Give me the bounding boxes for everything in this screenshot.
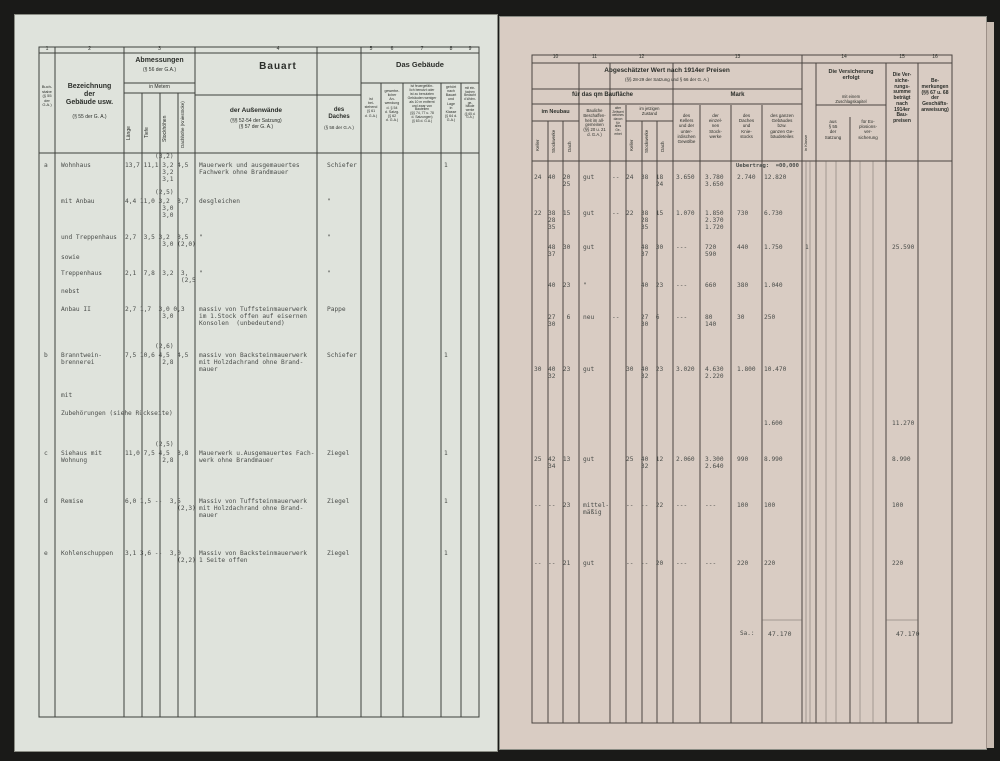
cell-i: 1.750 [764, 244, 783, 251]
cell-name: Anbau II [61, 306, 91, 313]
cell-h: 1.800 [737, 366, 756, 373]
cell-j: 1 [805, 244, 809, 251]
cell-e: -- -- 20 [626, 560, 664, 567]
cell-g: 80 140 [705, 314, 717, 328]
cell-name: Remise [61, 498, 84, 505]
cell-wall: massiv von Backsteinmauerwerk mit Holzdachrand ohne Brand- mauer [199, 352, 308, 373]
header-dach-jetzt: Dach [660, 141, 665, 153]
cell-wall: Massiv von Backsteinmauerwerk 1 Seite offen [199, 550, 308, 564]
header-bemerkungen: Be- merkungen (§§ 67 u. 68 der Geschäfts- anweisung) [921, 78, 949, 113]
cell-c: gut [583, 174, 595, 181]
sum-value: 47.170 [768, 630, 792, 638]
cell-name: mit Anbau [61, 198, 95, 205]
col-number: 2 [88, 46, 91, 52]
cell-h: 730 [737, 210, 749, 217]
cell-k: 8.990 [892, 456, 911, 463]
cell-wall: Mauerwerk u.Ausgemauertes Fach- werk ohne Brandmauer [199, 450, 315, 464]
cell-letter: a [44, 162, 48, 169]
cell-roof: " [327, 234, 331, 241]
cell-g: 720 590 [705, 244, 717, 258]
cell-i: 220 [764, 560, 776, 567]
sum-label: Sa.: [740, 630, 755, 637]
cell-dims: 2,7 3,5 3,2 3,5 3,0 (2,0) [125, 234, 196, 248]
cell-dims_top: (2,6) [155, 343, 174, 350]
cell-b: 38 15 28 35 [548, 210, 571, 231]
cell-g: --- [705, 560, 717, 567]
cell-e: 30 40 23 32 [626, 366, 664, 380]
cell-i: 6.730 [764, 210, 783, 217]
header-stockwerke-vertical: Stockwerke [551, 129, 556, 153]
col-number: 6 [390, 46, 394, 52]
header-col10: mit ein- fachen Bedacht d.Wohn- ge- bäude werke (§ 65 d. G.A.) [464, 86, 476, 120]
header-daches-sub: (§ 58 der G.A.) [324, 125, 354, 130]
cell-dims: 13,7 11,1 3,2 4,5 3,2 3,1 [125, 162, 189, 183]
col-number: 4 [276, 46, 280, 52]
cell-wall: desgleichen [199, 198, 240, 205]
cell-d: -- [612, 314, 620, 321]
header-stockwerke-jetzt: Stockwerke [644, 129, 649, 153]
right-register-page [499, 16, 987, 750]
cell-roof: " [327, 270, 331, 277]
cell-name: mit [61, 392, 73, 399]
cell-h: 440 [737, 244, 749, 251]
header-bauart: Bauart [259, 61, 297, 72]
cell-roof: " [327, 198, 331, 205]
cell-wall: massiv von Tuffsteinmauerwerk im 1.Stock offen auf eisernen Konsolen (unbedeutend) [199, 306, 308, 327]
cell-g: 4.630 2.220 [705, 366, 724, 380]
cell-f: 3.020 [676, 366, 695, 373]
cell-roof: Ziegel [327, 450, 350, 457]
cell-d: -- [612, 210, 620, 217]
col-number: 9 [468, 46, 472, 52]
cell-g: 660 [705, 282, 717, 289]
cell-klasse: 1 [444, 550, 448, 557]
cell-f: --- [676, 282, 688, 289]
cell-wall: Massiv von Tuffsteinmauerwerk mit Holzdachrand ohne Brand- mauer [199, 498, 308, 519]
cell-name: Treppenhaus [61, 270, 102, 277]
cell-name: Siehaus mit Wohnung [61, 450, 102, 464]
cell-e: 22 38 15 28 35 [626, 210, 664, 231]
cell-f: 1.070 [676, 210, 695, 217]
cell-dims: 3,1 3,6 -- 3,0 (2,2) [125, 550, 196, 564]
cell-f: --- [676, 560, 688, 567]
header-col9: gehört nach Bauart und Lage in Klasse (§ 64 d. G.A.) [444, 85, 458, 122]
cell-a: -- [534, 502, 542, 509]
cell-b: 42 13 34 [548, 456, 571, 470]
header-stockwerke: der einzel- nen Stock- werke [708, 113, 723, 139]
cell-klasse: 1 [444, 162, 448, 169]
header-klasse: in Klasse [803, 134, 808, 152]
cell-e: -- -- 22 [626, 502, 664, 509]
header-abmessungen-sub: (§ 56 der G.A.) [142, 67, 177, 73]
cell-klasse: 1 [444, 498, 448, 505]
cell-c: gut [583, 560, 595, 567]
cell-a: -- [534, 560, 542, 567]
cell-k: 11.270 [892, 420, 915, 427]
col-number: 1 [45, 46, 49, 52]
cell-roof: Schiefer [327, 352, 357, 359]
header-dach-knie: des Daches und Knie- stocks [738, 113, 755, 139]
cell-e: 27 6 30 [640, 314, 660, 328]
col-number: 11 [591, 54, 598, 60]
uebertrag-stamp: Uebertrag: =00,000 [736, 163, 799, 169]
cell-e: 25 40 12 32 [626, 456, 664, 470]
cell-roof: Ziegel [327, 498, 350, 505]
cell-h: 990 [737, 456, 749, 463]
header-dach: Dach [567, 141, 572, 153]
cell-h: 380 [737, 282, 749, 289]
cell-name: Zubehörungen (siehe Rückseite) [61, 410, 173, 417]
cell-d: -- [612, 174, 620, 181]
cell-b: 40 23 32 [548, 366, 571, 380]
header-tiefe: Tiefe [144, 127, 150, 139]
header-aussenwaende-sub: (§§ 52-54 der Satzung) (§ 57 der G. A.) [230, 118, 282, 130]
cell-a: 30 [534, 366, 542, 373]
cell-c: neu [583, 314, 595, 321]
cell-c: " [583, 282, 587, 289]
cell-g: --- [705, 502, 717, 509]
header-keller-jetzt: Keller [629, 139, 634, 151]
header-keller: Keller [535, 139, 540, 151]
cell-name: sowie [61, 254, 80, 261]
cell-f: 3.650 [676, 174, 695, 181]
cell-klasse: 1 [444, 450, 448, 457]
cell-dims: 2,7 1,7 3,0 0,3 3,0 [125, 306, 185, 320]
cell-e: 24 38 18 24 [626, 174, 664, 188]
header-aus-55: aus § 55 der Satzung [824, 119, 842, 140]
header-versicherung: Die Versicherung erfolgt [828, 69, 874, 82]
cell-roof: Schiefer [327, 162, 357, 169]
cell-a: 24 [534, 174, 542, 181]
col-number: 7 [420, 46, 424, 52]
header-col8: ist feuergefähr- lich benutzt oder ist zu benutzten Gebäuden weniger als 10 m entfernt und zwar von Bauteilen (§§ 74, 77 u. 78 d. Satzungen) (§ 63 d. G.A.) [407, 84, 437, 124]
cell-dims: 11,0 7,5 4,5 3,8 2,8 [125, 450, 189, 464]
cell-b: -- 23 [548, 502, 571, 509]
sum-right: 47.170 [896, 630, 920, 638]
cell-g: 3.780 3.650 [705, 174, 724, 188]
header-abgeschaetzt: Abgeschätzter Wert nach 1914er Preisen [604, 67, 730, 74]
cell-letter: e [44, 550, 48, 557]
cell-b: 27 6 30 [548, 314, 571, 328]
cell-dims: 7,5 10,6 4,5 4,5 2,8 [125, 352, 189, 366]
header-alter: alter Zeitwert welches davon für alles Ge- erbet [612, 106, 624, 136]
col-number: 3 [158, 46, 161, 52]
cell-e: 48 30 37 [640, 244, 664, 258]
cell-f: --- [676, 502, 688, 509]
cell-c: gut [583, 210, 595, 217]
cell-k: 100 [892, 502, 904, 509]
cell-klasse: 1 [444, 352, 448, 359]
cell-k: 220 [892, 560, 904, 567]
cell-c: gut [583, 366, 595, 373]
col-number: 15 [899, 54, 905, 60]
header-mark: Mark [730, 92, 745, 98]
cell-f: --- [676, 314, 688, 321]
header-bezeichnung: Bezeichnung der Gebäude usw. [65, 83, 114, 107]
cell-dims_top: (2,5) [155, 441, 174, 448]
header-bezeichnung-sub: (§ 55 der G. A.) [72, 114, 107, 120]
cell-e: 40 23 [626, 282, 664, 289]
cell-a: 25 [534, 456, 542, 463]
cell-b: 40 20 25 [548, 174, 571, 188]
cell-name: und Treppenhaus [61, 234, 117, 241]
cell-wall: " [199, 234, 203, 241]
left-register-page [14, 14, 498, 752]
header-col6: ist bei- stehend (§ 61 d. G.A.) [364, 97, 378, 118]
col-number: 8 [449, 46, 453, 52]
cell-dims: 6,0 1,5 -- 3,5 (2,3) [125, 498, 196, 512]
cell-dims_top: (3,2) [155, 153, 174, 160]
cell-i: 1.600 [764, 420, 783, 427]
cell-name: Branntwein- brennerei [61, 352, 102, 366]
header-fuer-qm: für das qm Baufläche [571, 92, 633, 98]
cell-i: 8.990 [764, 456, 783, 463]
cell-c: gut [583, 456, 595, 463]
cell-letter: c [44, 450, 48, 457]
header-explosion: für Ex- plosions- ver- sicherung [858, 119, 878, 140]
cell-h: 2.740 [737, 174, 756, 181]
cell-b: 40 23 [548, 282, 571, 289]
cell-dims_top: (2,5) [155, 189, 174, 196]
header-abgeschaetzt-sub: (§§ 28-29 der Satzung und § 66 der G. A.) [624, 77, 710, 82]
cell-name: Wohnhaus [61, 162, 91, 169]
header-stockhoehen: Stockhöhen [162, 115, 168, 143]
cell-wall: " [199, 270, 203, 277]
header-ganzen: des ganzen Gebäudes bzw. ganzen Ge- bäudeteiles [770, 113, 794, 139]
cell-b: -- 21 [548, 560, 571, 567]
cell-h: 30 [737, 314, 745, 321]
cell-f: --- [676, 244, 688, 251]
cell-name: nebst [61, 288, 80, 295]
cell-g: 3.300 2.640 [705, 456, 724, 470]
col-number: 5 [369, 46, 373, 52]
cell-c: mittel- mäßig [583, 502, 610, 516]
header-bauliche: Bauliche Beschaffen- heit im all- gemeinen (§§ 20 u. 21 d. G.A.) [583, 108, 606, 138]
header-col7: gewerbe- licher An- wendung d. § 54 d. Satzg. (§ 62 d. G.A.) [384, 89, 400, 122]
cell-i: 100 [764, 502, 776, 509]
header-versicherungssumme: Die Ver- siche- rungs- summe beträgt nach 1914er Bau- preisen [892, 72, 912, 124]
col-number: 12 [638, 54, 645, 60]
cell-h: 220 [737, 560, 749, 567]
col-number: 10 [552, 54, 559, 60]
header-im-jetzigen: im jetzigen Zustand [639, 106, 660, 116]
header-in-metern: in Metern [149, 84, 170, 90]
cell-letter: d [44, 498, 48, 505]
header-laenge: Länge [126, 126, 132, 140]
cell-g: 1.850 2.370 1.720 [705, 210, 724, 231]
header-aussenwaende: der Außenwände [229, 107, 283, 114]
header-das-gebaeude: Das Gebäude [396, 60, 444, 69]
cell-k: 25.590 [892, 244, 915, 251]
col-number: 13 [734, 54, 741, 60]
header-mit-einem: mit einem Zuschlagskapitel [835, 94, 867, 104]
header-dachhoehen: Dachhöhe (Kniestöcke) [180, 101, 185, 149]
cell-roof: Ziegel [327, 550, 350, 557]
cell-i: 250 [764, 314, 776, 321]
cell-name: Kohlenschuppen [61, 550, 114, 557]
col-number: 16 [932, 54, 938, 60]
cell-wall: Mauerwerk und ausgemauertes Fachwerk ohne Brandmauer [199, 162, 300, 176]
cell-letter: b [44, 352, 48, 359]
header-daches: des Daches [328, 107, 350, 120]
cell-i: 12.820 [764, 174, 787, 181]
header-abmessungen: Abmessungen [135, 57, 184, 64]
cell-roof: Pappe [327, 306, 346, 313]
cell-dims: 4,4 11,0 3,2 3,7 3,0 3,0 [125, 198, 189, 219]
cell-h: 100 [737, 502, 749, 509]
page-edge [986, 22, 994, 748]
cell-f: 2.060 [676, 456, 695, 463]
cell-a: 22 [534, 210, 542, 217]
header-im-neubau: im Neubau [541, 109, 570, 115]
cell-dims: 2,1 7,8 3,2 3, (2,5 [125, 270, 196, 284]
cell-b: 48 30 37 [548, 244, 571, 258]
header-kellers: des Kellers und der unter- irdischen Gewölbe [677, 113, 696, 144]
header-buchstabe: Buch- stabe (§ 55 der G.A.) [41, 84, 53, 108]
cell-i: 10.470 [764, 366, 787, 373]
cell-i: 1.040 [764, 282, 783, 289]
cell-c: gut [583, 244, 595, 251]
col-number: 14 [841, 54, 847, 60]
